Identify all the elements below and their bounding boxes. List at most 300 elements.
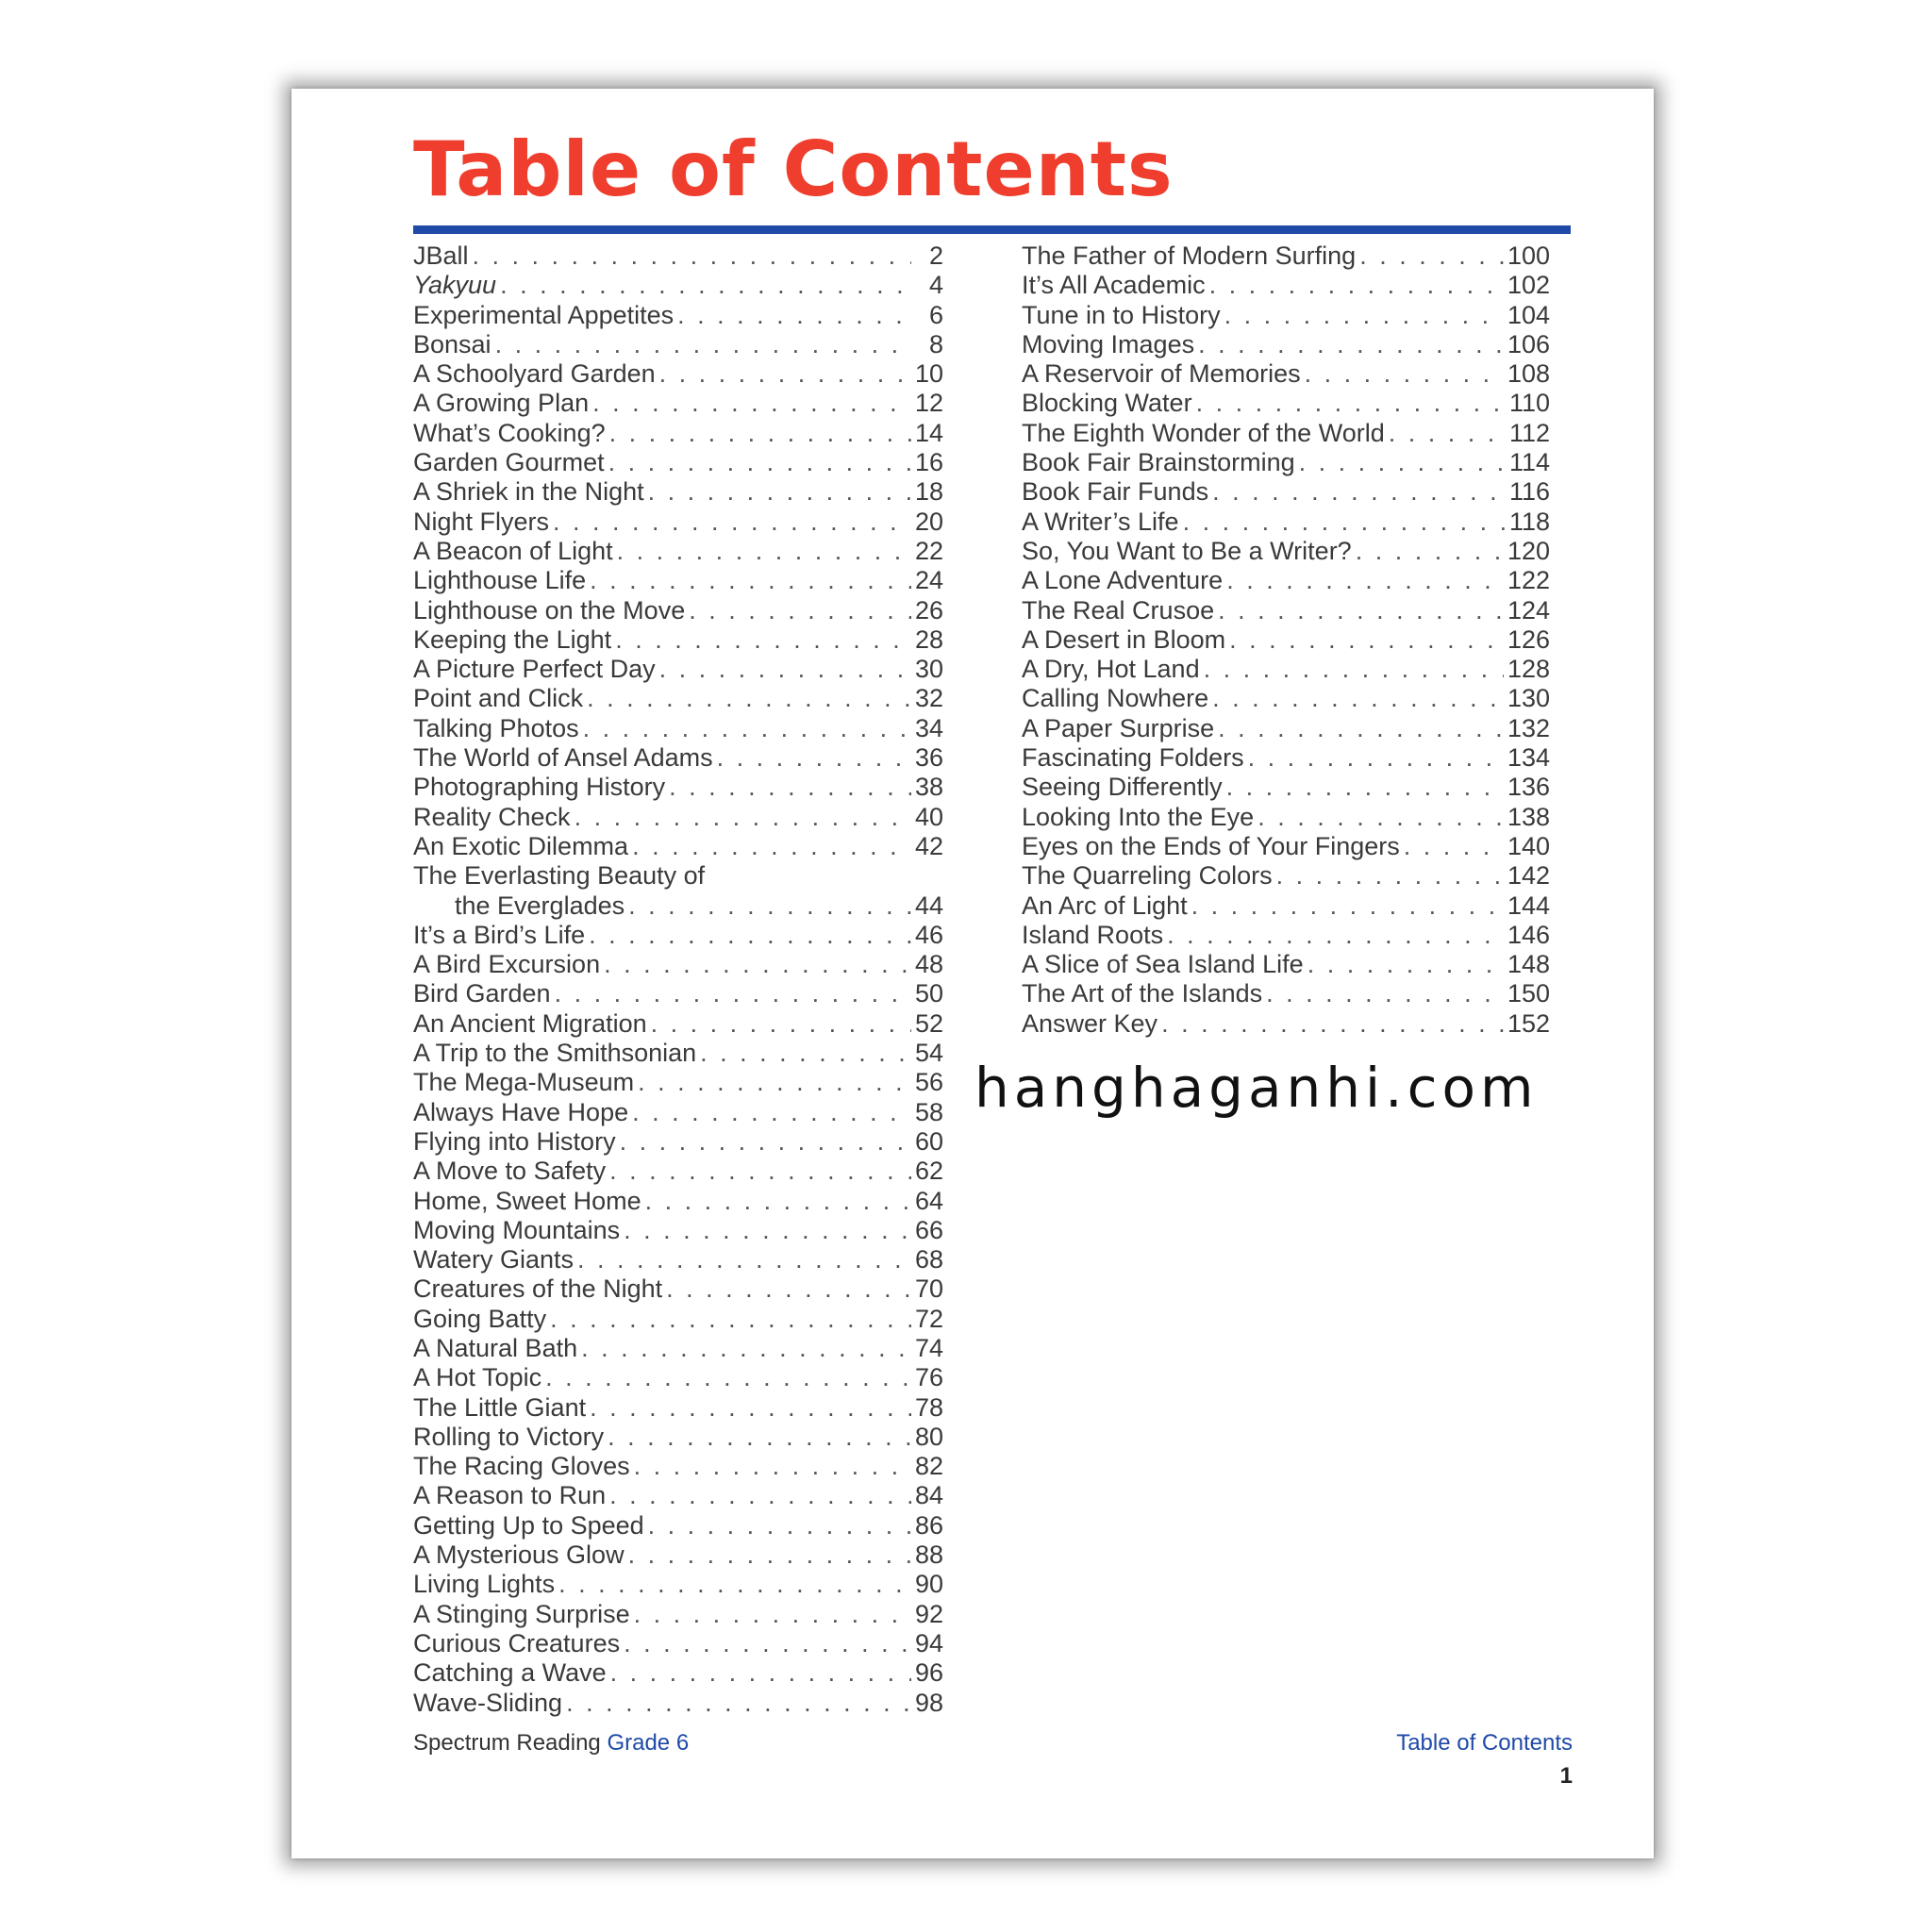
toc-entry-page: 124 [1507,595,1550,625]
toc-dot-leader [575,803,911,832]
toc-entry-page: 86 [914,1510,943,1540]
toc-entry-title: A Slice of Sea Island Life [1022,950,1304,979]
toc-entry [1022,803,1550,832]
toc-entry-page: 132 [1507,713,1550,742]
toc-entry-title: It’s a Bird’s Life [413,920,586,949]
toc-entry [1022,596,1550,625]
page-number: 1 [1559,1763,1573,1789]
toc-entry-page: 134 [1507,743,1550,773]
toc-entry-title: Book Fair Funds [1022,477,1209,507]
toc-dot-leader [1209,271,1504,300]
toc-entry [413,271,943,300]
toc-entry [1022,891,1550,921]
toc-dot-leader [1226,773,1504,802]
toc-dot-leader [473,242,911,271]
toc-dot-leader [628,1541,911,1570]
toc-entry [1022,448,1550,477]
toc-entry [413,1039,943,1068]
toc-entry [413,1187,943,1216]
toc-dot-leader [1224,301,1504,330]
toc-entry-page: 146 [1507,920,1550,949]
toc-dot-leader [628,891,911,921]
toc-entry [413,684,943,713]
toc-entry-title: Rolling to Victory [413,1422,605,1451]
toc-dot-leader [1307,950,1504,979]
toc-entry [1022,330,1550,359]
toc-entry [1022,950,1550,979]
toc-entry-page: 54 [914,1039,943,1068]
toc-entry-title: JBall [413,242,469,270]
toc-entry [413,1305,943,1334]
title-rule [413,225,1571,234]
toc-entry-title: Island Roots [1022,920,1164,949]
toc-entry-page: 138 [1507,802,1550,831]
toc-entry [413,1452,943,1481]
toc-entry-page: 128 [1507,655,1550,684]
toc-dot-leader [587,684,911,713]
toc-entry-title: Book Fair Brainstorming [1022,448,1295,477]
toc-entry-title: The World of Ansel Adams [413,743,713,773]
toc-entry [413,1481,943,1510]
toc-entry-title: So, You Want to Be a Writer? [1022,536,1352,565]
toc-entry [413,1098,943,1127]
toc-entry [1022,566,1550,595]
toc-entry-title: A Schoolyard Garden [413,359,656,389]
toc-entry-title: Living Lights [413,1570,556,1599]
toc-entry [413,448,943,477]
toc-entry-page: 68 [914,1245,943,1274]
toc-entry-title: Lighthouse Life [413,566,587,595]
toc-dot-leader [669,773,911,802]
toc-dot-leader [1266,979,1504,1008]
toc-entry [1022,477,1550,507]
toc-entry-page: 40 [914,802,943,831]
toc-entry-title: Moving Mountains [413,1215,621,1244]
toc-entry [413,950,943,979]
toc-entry-title: A Dry, Hot Land [1022,655,1200,684]
toc-dot-leader [659,655,911,684]
toc-column-left [413,242,943,1718]
toc-dot-leader [689,596,911,625]
toc-entry [1022,389,1550,418]
toc-entry-title: The Father of Modern Surfing [1022,242,1357,270]
toc-entry [413,1570,943,1599]
toc-entry-title: The Real Crusoe [1022,595,1215,625]
toc-entry-page: 108 [1507,359,1550,389]
toc-dot-leader [634,1452,911,1481]
toc-entry-page: 80 [914,1422,943,1451]
toc-entry-page: 48 [914,950,943,979]
toc-entry-title: Keeping the Light [413,625,612,654]
toc-entry [413,596,943,625]
toc-column-right [1022,242,1550,1039]
toc-dot-leader [500,271,911,300]
toc-entry-page: 104 [1507,300,1550,329]
toc-dot-leader [555,979,911,1008]
toc-dot-leader [1198,330,1504,359]
toc-entry [1022,419,1550,448]
toc-entry-page: 24 [914,566,943,595]
toc-dot-leader [620,1127,911,1157]
toc-entry-page: 130 [1507,684,1550,713]
toc-dot-leader [651,1009,911,1039]
toc-dot-leader [604,950,911,979]
toc-dot-leader [1212,684,1504,713]
toc-entry-page: 120 [1507,536,1550,565]
toc-entry [413,537,943,566]
toc-entry-title: What’s Cooking? [413,418,606,447]
toc-dot-leader [1356,537,1504,566]
toc-entry-title: Catching a Wave [413,1658,607,1688]
toc-entry-page: 32 [914,684,943,713]
toc-dot-leader [1299,448,1506,477]
toc-entry-title: Lighthouse on the Move [413,595,686,625]
toc-dot-leader [590,566,911,595]
toc-dot-leader [609,419,911,448]
document-page [291,89,1654,1858]
toc-entry-page: 140 [1507,831,1550,860]
toc-entry [413,477,943,507]
toc-entry-page: 70 [914,1274,943,1304]
toc-entry-page: 46 [914,920,943,949]
toc-entry-title: A Move to Safety [413,1157,607,1186]
toc-entry-title: Yakyuu [413,271,497,300]
toc-entry-title: The Quarreling Colors [1022,861,1273,891]
toc-entry-page: 92 [914,1599,943,1628]
toc-entry-page: 122 [1507,566,1550,595]
toc-entry [413,773,943,802]
toc-entry-title: A Picture Perfect Day [413,655,656,684]
toc-dot-leader [581,1334,911,1363]
toc-entry-page: 42 [914,831,943,860]
footer-book-name: Spectrum Reading [413,1730,601,1756]
toc-entry [413,566,943,595]
toc-entry [413,1068,943,1097]
toc-entry-title: Blocking Water [1022,389,1192,418]
toc-entry-title: A Shriek in the Night [413,477,644,507]
toc-entry-page: 22 [914,536,943,565]
page-title: Table of Contents [413,125,1174,213]
toc-entry [413,655,943,684]
toc-entry [413,1127,943,1157]
toc-entry-title: A Writer’s Life [1022,507,1179,536]
toc-entry-page: 64 [914,1186,943,1215]
toc-entry-page: 94 [914,1628,943,1657]
toc-entry-title: Seeing Differently [1022,773,1223,802]
toc-entry [413,389,943,418]
toc-entry-title: Bird Garden [413,979,551,1008]
toc-dot-leader [1229,625,1504,655]
toc-entry [1022,359,1550,389]
toc-entry [413,1245,943,1274]
toc-entry [413,861,943,921]
toc-dot-leader [545,1363,911,1392]
toc-dot-leader [615,625,911,655]
toc-entry [413,1157,943,1186]
toc-dot-leader [1183,508,1506,537]
toc-entry-title: Tune in to History [1022,300,1221,329]
toc-entry-title: A Natural Bath [413,1333,578,1362]
toc-entry-page: 8 [928,329,943,358]
toc-dot-leader [577,1245,911,1274]
toc-entry-page: 152 [1507,1008,1550,1038]
toc-entry [413,979,943,1008]
toc-entry-title: Wave-Sliding [413,1688,563,1717]
toc-dot-leader [589,921,911,950]
toc-entry-title: The Racing Gloves [413,1452,630,1481]
toc-entry-page: 36 [914,743,943,773]
toc-dot-leader [624,1216,911,1245]
toc-entry [413,714,943,743]
toc-dot-leader [1167,921,1504,950]
toc-dot-leader [558,1570,911,1599]
toc-entry-page: 2 [928,242,943,270]
toc-entry-page: 76 [914,1363,943,1392]
toc-entry [413,1541,943,1570]
toc-entry [413,1363,943,1392]
toc-dot-leader [583,714,911,743]
toc-entry-page: 106 [1507,329,1550,358]
toc-entry-page: 98 [914,1688,943,1717]
toc-entry-title: A Lone Adventure [1022,566,1224,595]
toc-entry-page: 148 [1507,950,1550,979]
toc-dot-leader [700,1039,911,1068]
toc-entry-title: Reality Check [413,802,571,831]
toc-entry [1022,861,1550,891]
toc-dot-leader [1404,832,1504,861]
footer-book-title [413,1730,689,1757]
toc-entry [413,1600,943,1629]
toc-dot-leader [553,508,911,537]
toc-entry-page: 58 [914,1097,943,1126]
toc-entry-page: 44 [914,891,943,920]
toc-entry-title: Point and Click [413,684,584,713]
toc-dot-leader [648,1511,911,1541]
toc-entry [413,508,943,537]
toc-entry-page: 28 [914,625,943,654]
toc-entry-page: 90 [914,1570,943,1599]
toc-dot-leader [1196,389,1506,418]
toc-entry [1022,242,1550,271]
toc-entry-title: An Ancient Migration [413,1008,647,1038]
toc-entry-page: 114 [1508,448,1550,477]
toc-entry [413,1334,943,1363]
toc-entry [1022,979,1550,1008]
toc-entry-title: Getting Up to Speed [413,1510,644,1540]
toc-entry-page: 56 [914,1068,943,1097]
toc-entry-page: 52 [914,1008,943,1038]
toc-entry [1022,301,1550,330]
toc-dot-leader [638,1068,911,1097]
toc-entry-page: 30 [914,655,943,684]
toc-entry-page: 12 [914,389,943,418]
toc-dot-leader [566,1689,911,1718]
toc-entry-title: Moving Images [1022,329,1195,358]
toc-entry-title: The Little Giant [413,1392,587,1422]
toc-dot-leader [634,1600,911,1629]
footer-section: Table of Contents [1396,1730,1573,1756]
toc-dot-leader [610,1658,911,1688]
toc-entry [1022,773,1550,802]
toc-entry-title: A Beacon of Light [413,536,613,565]
toc-entry-page: 100 [1507,242,1550,270]
toc-dot-leader [632,1098,911,1127]
toc-entry-page: 14 [914,418,943,447]
toc-entry-title: Eyes on the Ends of Your Fingers [1022,831,1400,860]
toc-entry-page: 38 [914,773,943,802]
toc-dot-leader [659,359,911,389]
toc-entry [1022,832,1550,861]
toc-entry-title: Flying into History [413,1126,616,1156]
toc-dot-leader [609,1481,911,1510]
toc-entry [413,803,943,832]
toc-dot-leader [677,301,911,330]
toc-entry [1022,537,1550,566]
toc-dot-leader [1359,242,1504,271]
toc-dot-leader [1212,477,1506,507]
toc-entry-page: 74 [914,1333,943,1362]
toc-entry-page: 88 [914,1541,943,1570]
toc-entry [1022,508,1550,537]
toc-entry [1022,1009,1550,1039]
toc-entry-title: A Reservoir of Memories [1022,359,1301,389]
toc-entry-page: 26 [914,595,943,625]
toc-entry [413,1274,943,1304]
toc-entry-page: 20 [914,507,943,536]
toc-dot-leader [592,389,911,418]
toc-dot-leader [608,1423,911,1452]
toc-dot-leader [590,1393,911,1423]
toc-entry-page: 84 [914,1481,943,1510]
toc-entry-page: 18 [914,477,943,507]
toc-entry-title: A Mysterious Glow [413,1541,625,1570]
toc-entry-page: 34 [914,713,943,742]
toc-entry-title: A Paper Surprise [1022,713,1215,742]
toc-entry-title: Fascinating Folders [1022,743,1244,773]
toc-entry-title: The Art of the Islands [1022,979,1263,1008]
toc-entry-title: Looking Into the Eye [1022,802,1255,831]
toc-entry-title: The Everlasting Beauty of [413,861,706,891]
toc-entry-title: Experimental Appetites [413,300,675,329]
toc-entry-page: 136 [1507,773,1550,802]
toc-entry-title: Curious Creatures [413,1628,621,1657]
toc-entry-page: 112 [1508,418,1550,447]
toc-entry-page: 116 [1508,477,1550,507]
toc-entry-page: 102 [1507,271,1550,300]
toc-dot-leader [1305,359,1504,389]
toc-entry-title: A Stinging Surprise [413,1599,630,1628]
toc-entry-title: Watery Giants [413,1245,575,1274]
toc-entry [413,359,943,389]
toc-entry-title: A Bird Excursion [413,950,601,979]
toc-entry [413,419,943,448]
footer-grade: Grade 6 [607,1730,690,1756]
toc-dot-leader [1204,655,1504,684]
toc-entry-page: 142 [1507,861,1550,891]
toc-entry-page: 4 [928,271,943,300]
toc-dot-leader [609,1157,911,1186]
toc-dot-leader [632,832,911,861]
toc-entry [413,625,943,655]
toc-entry [1022,921,1550,950]
toc-dot-leader [608,448,911,477]
toc-entry-page: 144 [1507,891,1550,920]
toc-dot-leader [1257,803,1504,832]
toc-entry [413,1009,943,1039]
toc-entry [1022,684,1550,713]
toc-entry [1022,714,1550,743]
toc-entry [413,1393,943,1423]
toc-entry-title: The Mega-Museum [413,1068,635,1097]
toc-dot-leader [495,330,911,359]
toc-entry-title: A Hot Topic [413,1363,542,1392]
toc-dot-leader [550,1305,911,1334]
toc-entry-title: Creatures of the Night [413,1274,663,1304]
toc-dot-leader [1161,1009,1504,1039]
toc-entry [413,921,943,950]
toc-entry-title: Night Flyers [413,507,550,536]
toc-entry [413,1658,943,1688]
toc-entry-page: 72 [914,1304,943,1333]
toc-entry-page: 50 [914,979,943,1008]
toc-dot-leader [1248,743,1504,773]
toc-entry-page: 82 [914,1452,943,1481]
toc-entry-title: Bonsai [413,329,491,358]
toc-entry [1022,271,1550,300]
toc-entry-page: 66 [914,1215,943,1244]
toc-entry-title: Going Batty [413,1304,547,1333]
toc-entry-title: A Reason to Run [413,1481,607,1510]
toc-entry-title: the Everglades [455,891,625,920]
toc-entry-title: Calling Nowhere [1022,684,1209,713]
toc-entry-page: 110 [1508,389,1550,418]
toc-entry-page: 16 [914,448,943,477]
toc-entry-title: A Growing Plan [413,389,590,418]
toc-dot-leader [1276,861,1504,891]
toc-entry [413,1689,943,1718]
toc-dot-leader [1389,419,1506,448]
toc-entry-page: 150 [1507,979,1550,1008]
toc-entry-page: 126 [1507,625,1550,654]
toc-entry [413,1216,943,1245]
toc-dot-leader [645,1187,911,1216]
toc-entry [413,330,943,359]
toc-entry [1022,655,1550,684]
toc-entry-title: An Arc of Light [1022,891,1188,920]
toc-entry-page: 6 [928,300,943,329]
toc-entry [413,1423,943,1452]
toc-entry-title: Photographing History [413,773,666,802]
toc-dot-leader [666,1274,911,1304]
toc-entry [1022,743,1550,773]
toc-entry-title: Answer Key [1022,1008,1158,1038]
toc-entry-title: Always Have Hope [413,1097,629,1126]
toc-dot-leader [1218,596,1504,625]
toc-dot-leader [1226,566,1504,595]
toc-entry-title: It’s All Academic [1022,271,1206,300]
toc-entry-title: The Eighth Wonder of the World [1022,418,1385,447]
toc-dot-leader [617,537,911,566]
watermark-text: hanghaganhi.com [974,1056,1539,1120]
toc-entry-page: 118 [1508,507,1550,536]
toc-entry-page: 60 [914,1126,943,1156]
toc-entry-title: Home, Sweet Home [413,1186,641,1215]
toc-dot-leader [624,1629,911,1658]
toc-entry-title: Garden Gourmet [413,448,605,477]
toc-entry-page: 78 [914,1392,943,1422]
toc-entry [1022,625,1550,655]
toc-entry [413,832,943,861]
